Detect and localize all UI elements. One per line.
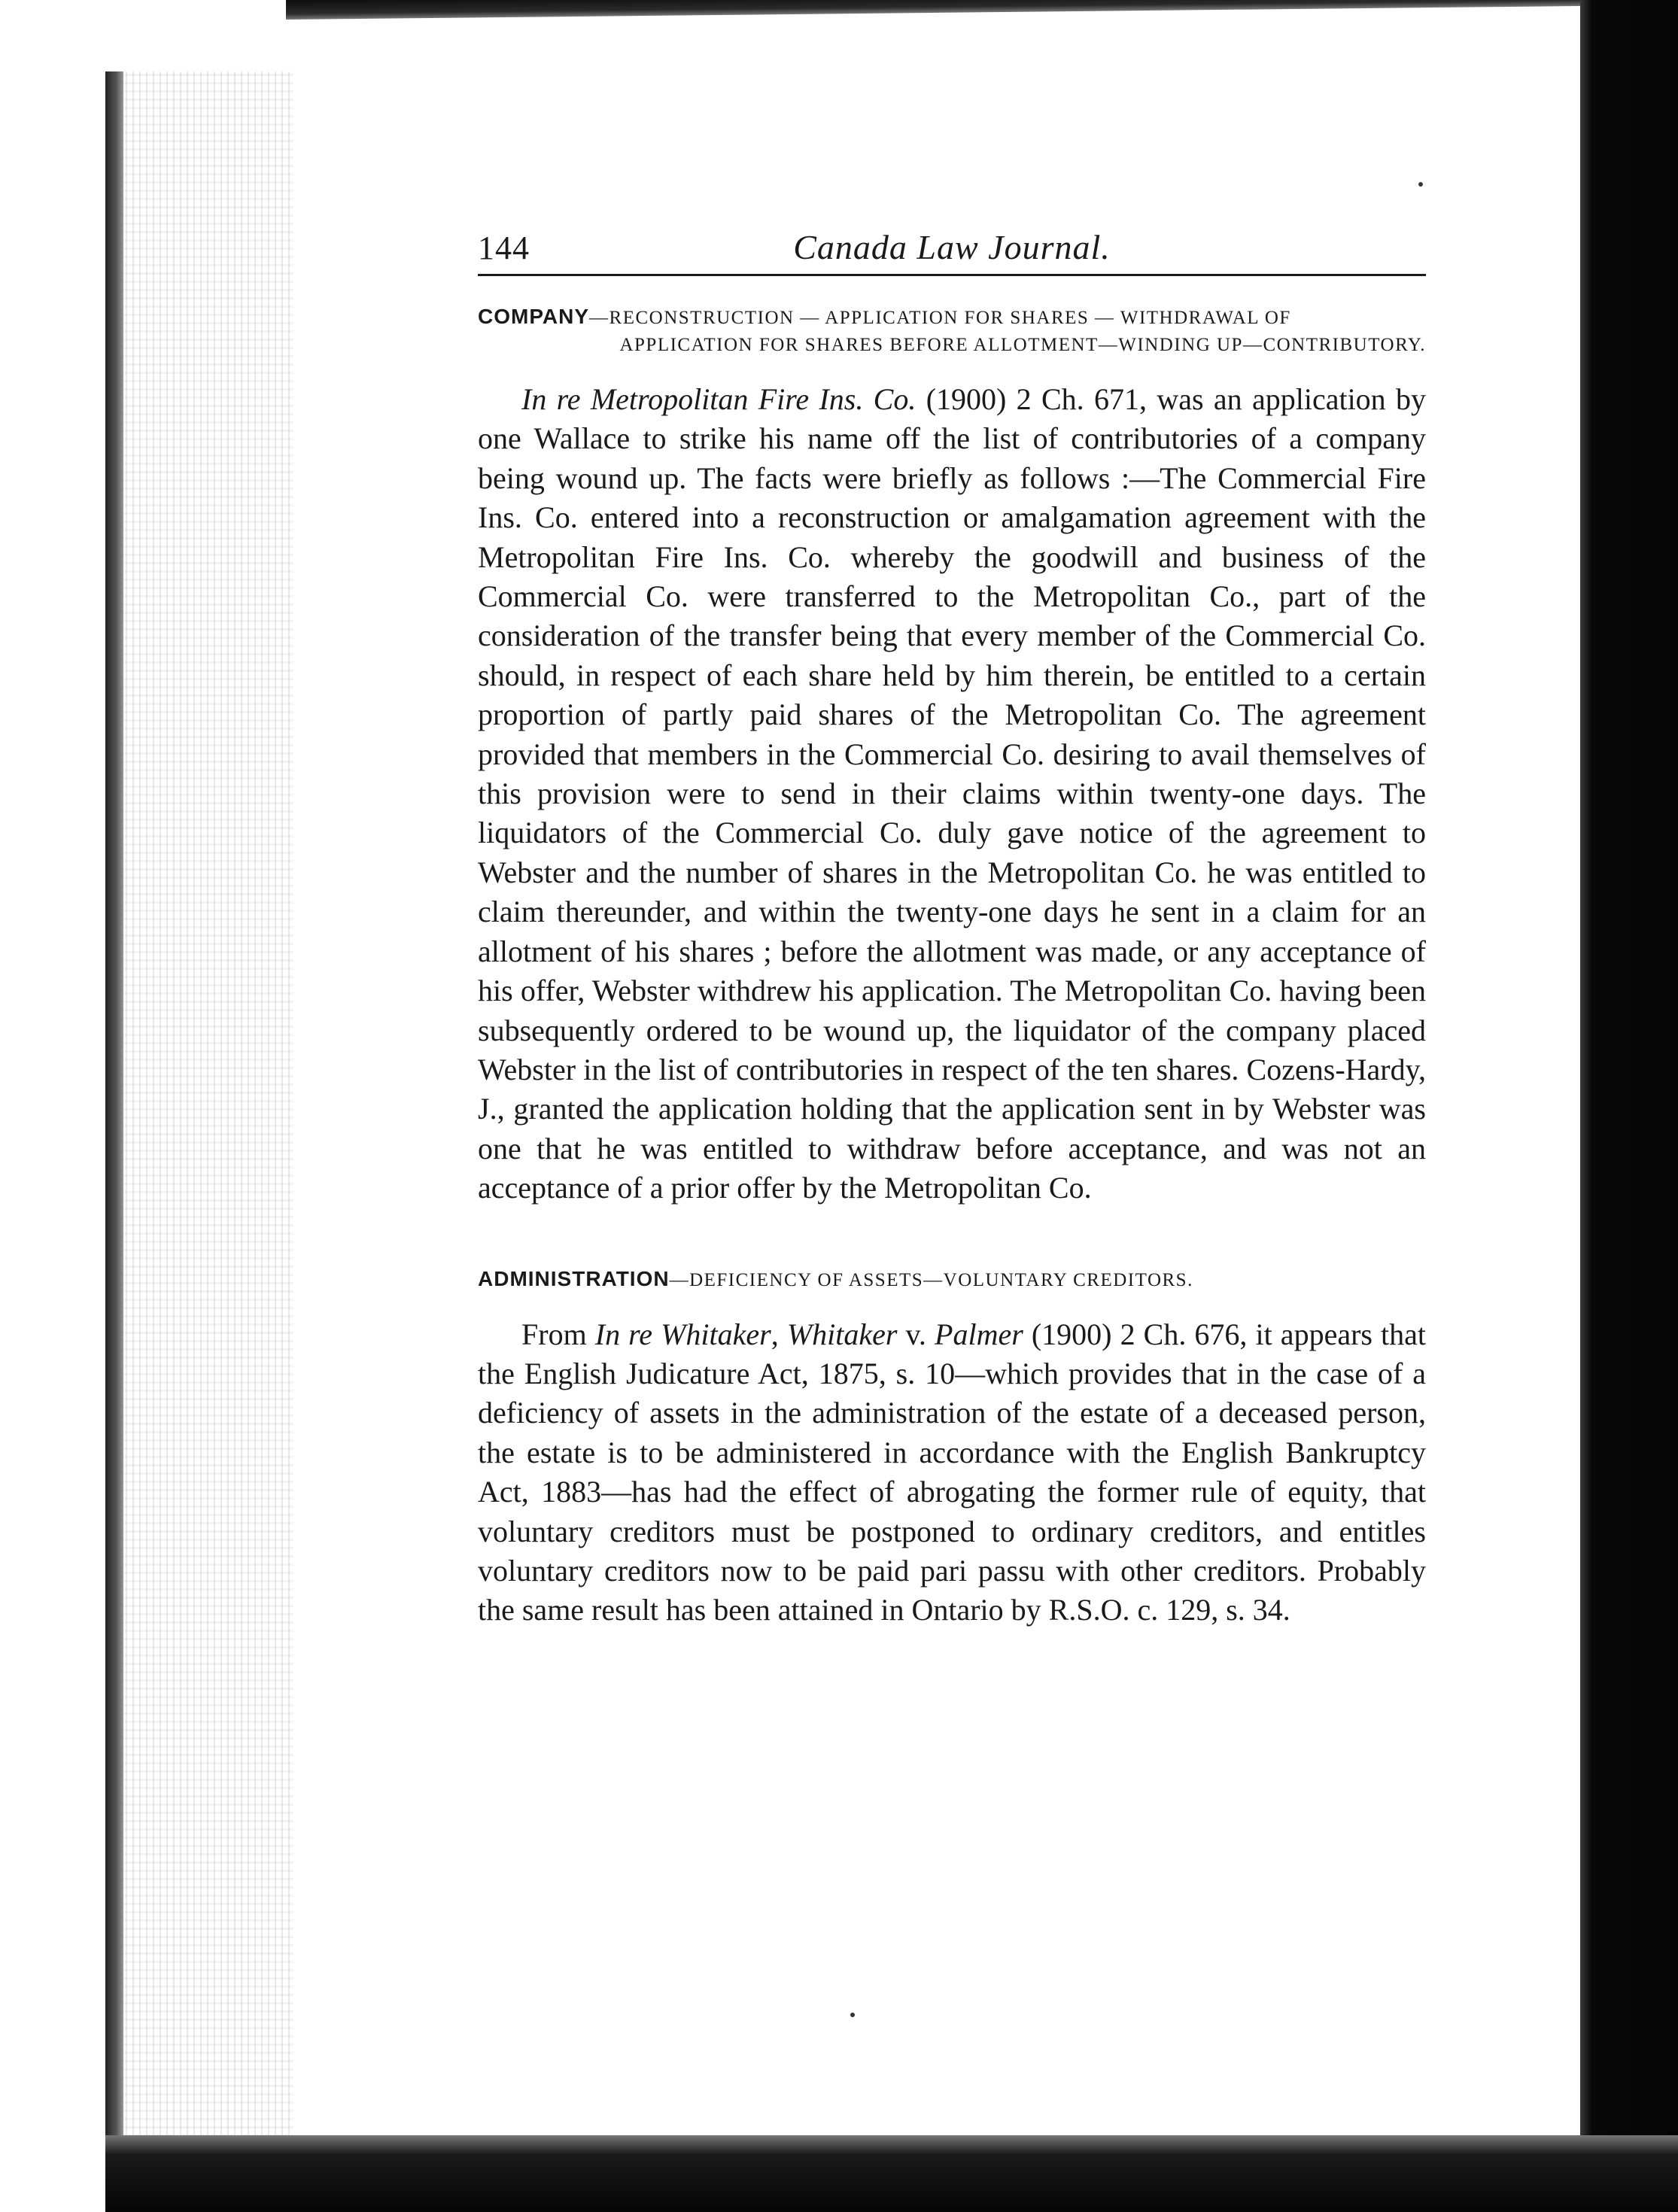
heading-rest: —DEFICIENCY OF ASSETS—VOLUNTARY CREDITORS. xyxy=(669,1269,1193,1290)
ink-speck xyxy=(850,2013,855,2017)
paragraph-company xyxy=(478,380,1426,1208)
journal-title: Canada Law Journal. xyxy=(793,228,1111,266)
scan-bottom-border xyxy=(105,2135,1678,2212)
scan-top-border xyxy=(286,0,1580,20)
section-heading-company xyxy=(478,303,1426,359)
binding-shadow xyxy=(105,71,293,2137)
scan-right-border xyxy=(1580,0,1678,2212)
case-name: In re Whitaker xyxy=(594,1317,771,1351)
heading-rest: —RECONSTRUCTION — APPLICATION FOR SHARES — WITHDRAWAL OF xyxy=(589,308,1291,328)
paragraph-administration xyxy=(478,1315,1426,1630)
heading-continuation: APPLICATION FOR SHARES BEFORE ALLOTMENT—WINDING UP—CONTRIBUTORY. xyxy=(619,335,1426,355)
paragraph-body: (1900) 2 Ch. 676, it appears that the English Judicature Act, 1875, s. 10—which provides that in the case of a deficiency of assets in the administration of the estate of a deceased person, the estate is to be administered in accordance with the English Bankruptcy Act, 1883—has had the effect of abrogating the former rule of equity, that voluntary creditors must be postponed to ordinary creditors, and entitles voluntary creditors now to be paid pari passu with other creditors. Probably the same result has been attained in Ontario by R.S.O. c. 129, s. 34. xyxy=(478,1317,1427,1627)
running-head xyxy=(478,218,1426,271)
page-text-block xyxy=(478,218,1426,1661)
section-heading-administration xyxy=(478,1266,1426,1294)
versus: v. xyxy=(897,1317,935,1351)
case-citation: In re Metropolitan Fire Ins. Co. xyxy=(521,382,917,416)
party-name: Palmer xyxy=(935,1317,1023,1351)
header-rule xyxy=(478,274,1426,276)
binding-edge-dark xyxy=(105,71,123,2137)
paragraph-start: From xyxy=(521,1317,595,1351)
heading-lead: ADMINISTRATION xyxy=(478,1266,670,1290)
ink-speck xyxy=(1418,182,1423,187)
page-number: 144 xyxy=(478,229,530,266)
paragraph-body: (1900) 2 Ch. 671, was an application by one Wallace to strike his name off the list of contributories of a company being wound up. The facts were briefly as follows :—The Commercial Fire Ins. Co. entered into a reconstruction or amalgamation agreement with the Metropolitan Fire Ins. Co. whereby the goodwill and business of the Commercial Co. were transferred to the Metropolitan Co., part of the consideration of the transfer being that every member of the Commercial Co. should, in respect of each share held by him therein, be entitled to a certain proportion of partly paid shares of the Metropolitan Co. The agreement provided that members in the Commercial Co. desiring to avail themselves of this provision were to send in their claims within twenty-one days. The liquidators of the Commercial Co. duly gave notice of the agreement to Webster and the number of shares in the Metropolitan Co. he was entitled to claim thereunder, and within the twenty-one days he sent in a claim for an allotment of his shares ; before the allotment was made, or any acceptance of his offer, Webster withdrew his application. The Metropolitan Co. having been subsequently ordered to be wound up, the liquidator of the company placed Webster in the list of contributories in respect of the ten shares. Cozens-Hardy, J., granted the application holding that the application sent in by Webster was one that he was entitled to withdraw before acceptance, and was not an acceptance of a prior offer by the Metropolitan Co. xyxy=(478,382,1427,1205)
separator: , xyxy=(771,1317,787,1351)
party-name: Whitaker xyxy=(786,1317,898,1351)
heading-lead: COMPANY xyxy=(478,305,590,328)
